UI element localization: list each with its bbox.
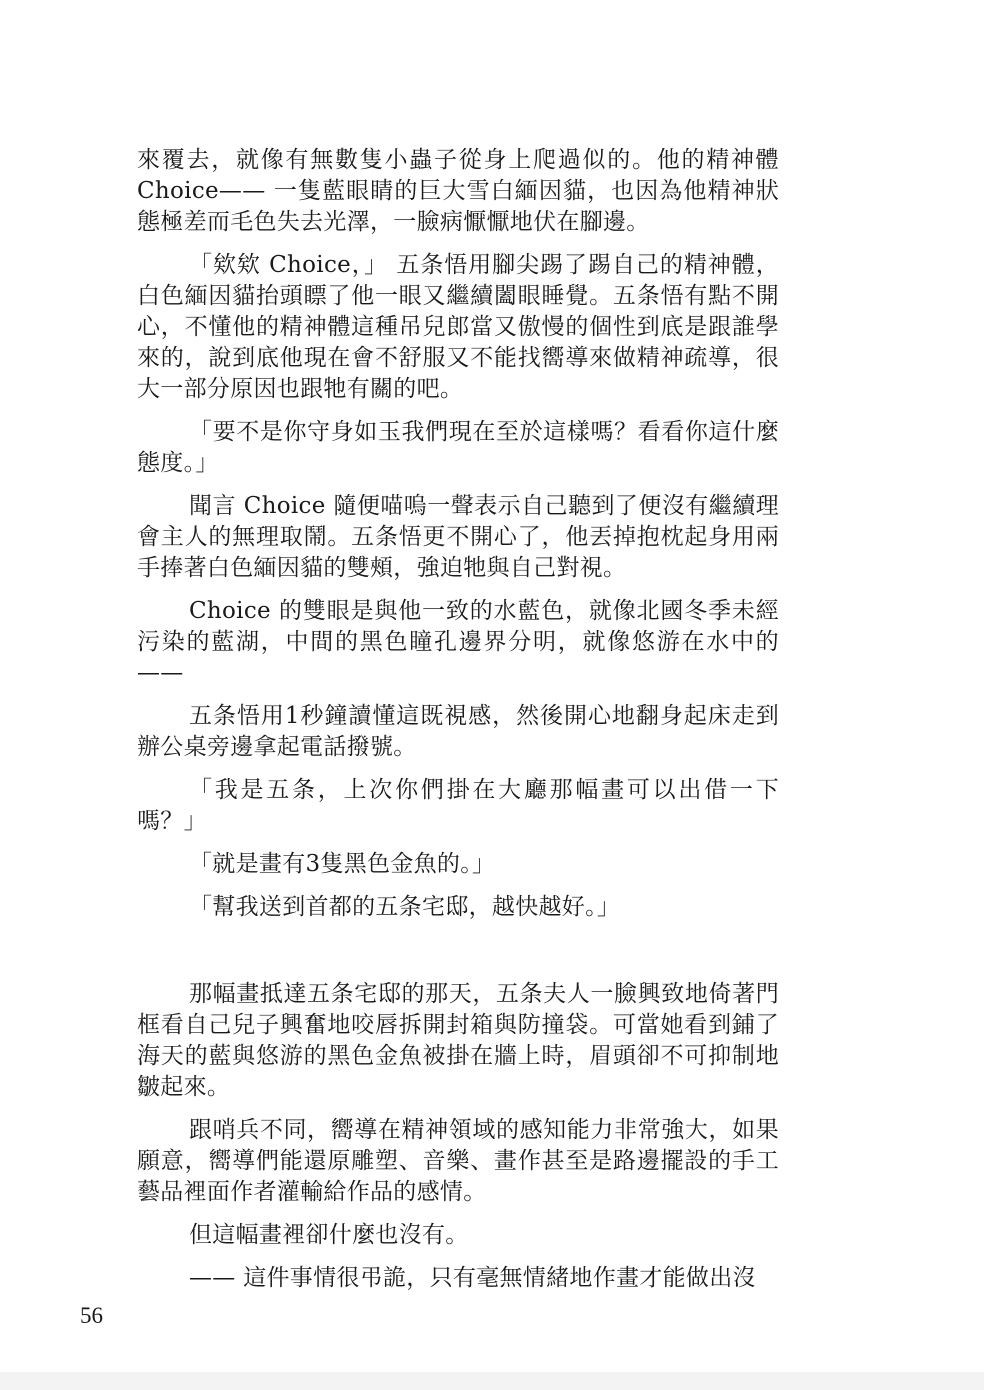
paragraph: —— 這件事情很弔詭，只有毫無情緒地作畫才能做出沒: [189, 1265, 756, 1291]
paragraph: 「幫我送到首都的五条宅邸，越快越好。」: [189, 894, 621, 920]
paragraph: 「欸欸 Choice，」 五条悟用腳尖踢了踢自己的精神體，白色緬因貓抬頭瞟了他一眼又繼續闔眼睡覺。五条悟有點不開心，不懂他的精神體這種吊兒郎當又傲慢的個性到底是跟誰學來的，說到底他現在會不舒服又不能找嚮導來做精神疏導，很大一部分原因也跟牠有關的吧。: [137, 252, 779, 402]
page-bottom-edge: [0, 1372, 984, 1390]
paragraph: 「我是五条，上次你們掛在大廳那幅畫可以出借一下嗎？」: [137, 777, 779, 834]
paragraph: 聞言 Choice 隨便喵嗚一聲表示自己聽到了便沒有繼續理會主人的無理取鬧。五条悟更不開心了，他丟掉抱枕起身用兩手捧著白色緬因貓的雙頰，強迫牠與自己對視。: [137, 493, 779, 581]
paragraph: 五条悟用1秒鐘讀懂這既視感，然後開心地翻身起床走到辦公桌旁邊拿起電話撥號。: [137, 703, 779, 760]
paragraph: 那幅畫抵達五条宅邸的那天，五条夫人一臉興致地倚著門框看自己兒子興奮地咬唇拆開封箱與防撞袋。可當她看到鋪了海天的藍與悠游的黑色金魚被掛在牆上時，眉頭卻不可抑制地皺起來。: [137, 981, 779, 1100]
section-1: [137, 145, 779, 923]
page-number: 56: [80, 1303, 103, 1328]
body-text: [137, 145, 779, 1306]
section-2: [137, 979, 779, 1294]
paragraph: 「要不是你守身如玉我們現在至於這樣嗎？看看你這什麼態度。」: [137, 419, 779, 476]
paragraph: 但這幅畫裡卻什麼也沒有。: [189, 1222, 469, 1248]
paragraph: 跟哨兵不同，嚮導在精神領域的感知能力非常強大，如果願意，嚮導們能還原雕塑、音樂、畫作甚至是路邊擺設的手工藝品裡面作者灌輸給作品的感情。: [137, 1117, 779, 1205]
paragraph: Choice 的雙眼是與他一致的水藍色，就像北國冬季未經污染的藍湖，中間的黑色瞳孔邊界分明，就像悠游在水中的——: [137, 598, 779, 686]
paragraph: 「就是畫有3隻黑色金魚的。」: [189, 851, 496, 877]
paragraph: 來覆去，就像有無數隻小蟲子從身上爬過似的。他的精神體Choice—— 一隻藍眼睛的巨大雪白緬因貓，也因為他精神狀態極差而毛色失去光澤，一臉病懨懨地伏在腳邊。: [137, 147, 779, 235]
section-break: [137, 935, 779, 979]
